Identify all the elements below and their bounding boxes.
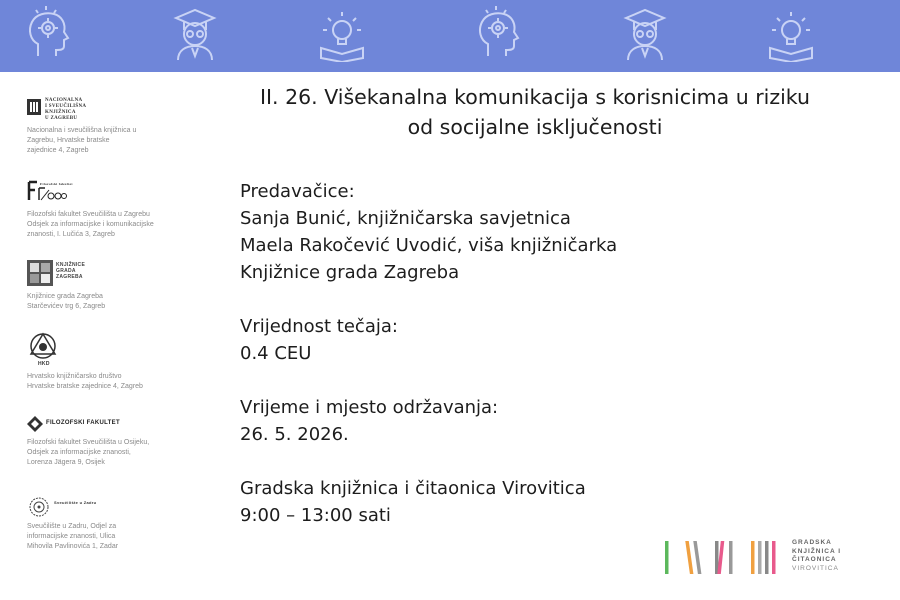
graduate-icon [170, 4, 220, 62]
head-gears-icon [24, 4, 74, 62]
ffos-logo: FILOZOFSKI FAKULTET [27, 416, 202, 434]
course-info [240, 82, 840, 529]
nsk-logo: NACIONALNA I SVEUČILIŠNA KNJIŽNICA U ZAGREBU [27, 96, 202, 122]
library-bars-icon [663, 539, 783, 575]
head-gears-icon [474, 4, 524, 62]
lightbulb-book-icon [317, 4, 367, 62]
lightbulb-book-icon [766, 4, 816, 62]
course-details: Predavačice: Sanja Bunić, knjižničarska savjetnica Maela Rakočević Uvodić, viša knjižničarka Knjižnice grada Zagreba Vrijednost tečaja: 0.4 CEU Vrijeme i mjesto održavanja: 26. 5. 2026. Gradska knjižnica i čitaonica Virovitica 9:00 – 13:00 sati [240, 181, 618, 526]
unizd-logo: Sveučilište u Zadru [27, 496, 202, 518]
library-wordmark: GRADSKA KNJIŽNICA I ČITAONICA VIROVITICA [792, 539, 842, 572]
partner-nsk: NACIONALNA I SVEUČILIŠNA KNJIŽNICA U ZAGREBU Nacionalna i sveučilišna knjižnica u Zagrebu, Hrvatske bratske zajednice 4, Zagreb [27, 96, 202, 156]
ffzg-logo: Filozofski fakultet [27, 180, 202, 206]
kgz-logo: KNJIŽNICE GRADA ZAGREBA [27, 260, 202, 288]
library-logo [663, 538, 853, 578]
partner-hkd: HKD Hrvatsko knjižničarsko društvo Hrvatske bratske zajednice 4, Zagreb [27, 332, 202, 392]
course-title: II. 26. Višekanalna komunikacija s korisnicima u riziku od socijalne isključenosti [259, 85, 811, 139]
graduate-icon [620, 4, 670, 62]
partner-kgz: KNJIŽNICE GRADA ZAGREBA Knjižnice grada Zagreba Starčevićev trg 6, Zagreb [27, 260, 202, 312]
hkd-logo: HKD [27, 332, 202, 368]
header-banner [0, 0, 900, 72]
partner-ffos: FILOZOFSKI FAKULTET Filozofski fakultet Sveučilišta u Osijeku, Odsjek za informacijske znanosti, Lorenza Jägera 9, Osijek [27, 416, 202, 468]
partner-unizd: Sveučilište u Zadru Sveučilište u Zadru, Odjel za informacijske znanosti, Ulica Mihovila Pavlinovića 1, Zadar [27, 496, 202, 552]
partner-ffzg: Filozofski fakultet Filozofski fakultet Sveučilišta u Zagrebu Odsjek za informacijske i komunikacijske znanosti, I. Lučića 3, Zagreb [27, 180, 202, 240]
